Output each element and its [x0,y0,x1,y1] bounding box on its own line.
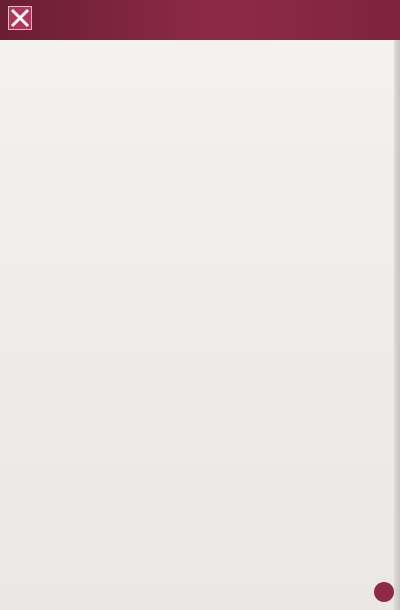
page-number-badge [374,582,394,602]
page-edge [394,40,400,610]
header-bar [0,0,400,40]
flag-x-logo [8,6,32,30]
